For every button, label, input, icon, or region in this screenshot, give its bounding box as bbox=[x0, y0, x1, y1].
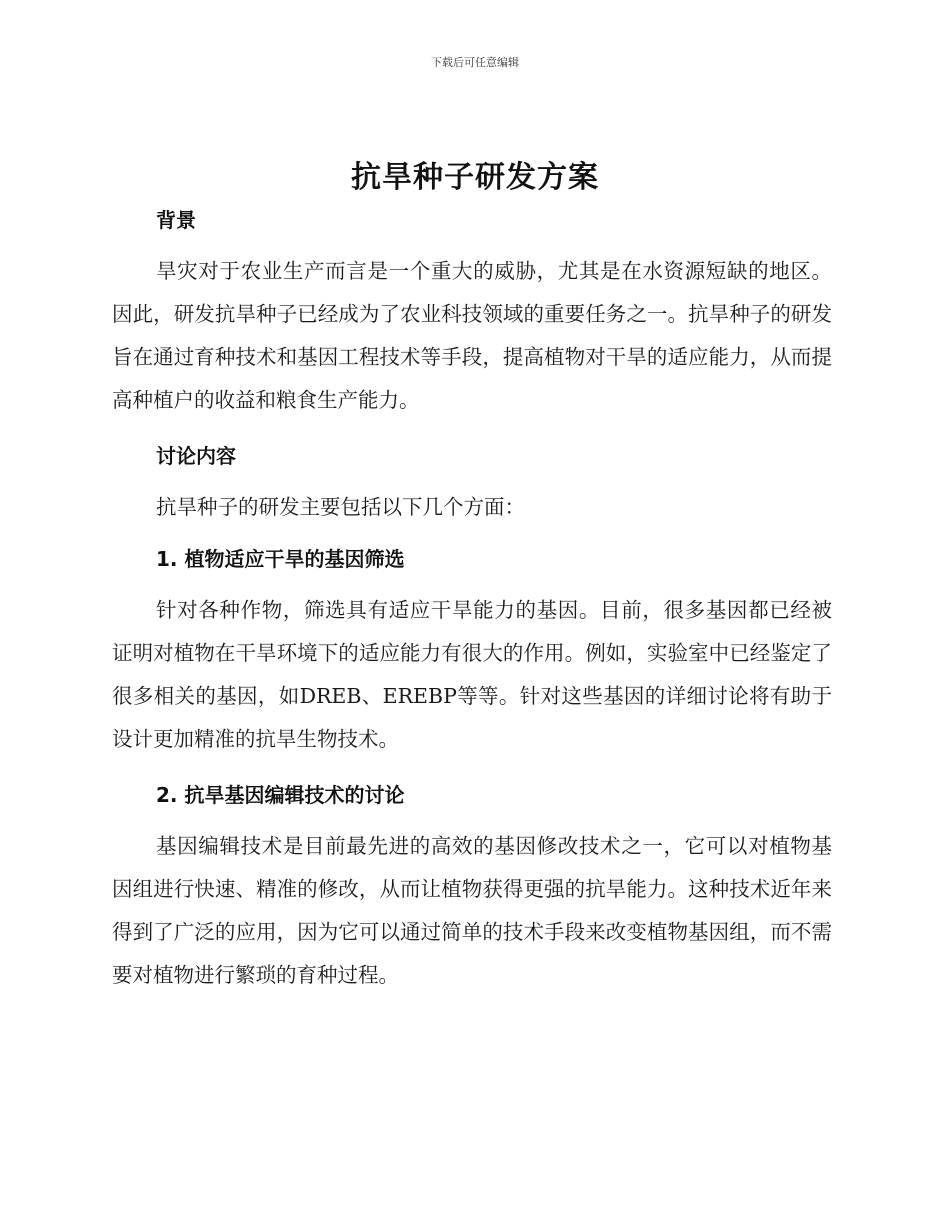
paragraph-background: 旱灾对于农业生产而言是一个重大的威胁，尤其是在水资源短缺的地区。因此，研发抗旱种子已经成为了农业科技领域的重要任务之一。抗旱种子的研发旨在通过育种技术和基因工程技术等手段，提高植物对干旱的适应能力，从而提高种植户的收益和粮食生产能力。 bbox=[112, 259, 832, 412]
heading-background: 背景 bbox=[156, 208, 196, 232]
paragraph-gene-editing: 基因编辑技术是目前最先进的高效的基因修改技术之一，它可以对植物基因组进行快速、精准的修改，从而让植物获得更强的抗旱能力。这种技术近年来得到了广泛的应用，因为它可以通过简单的技术手段来改变植物基因组，而不需要对植物进行繁琐的育种过程。 bbox=[112, 834, 832, 987]
document-body bbox=[112, 200, 832, 997]
paragraph-gene-screening: 针对各种作物，筛选具有适应干旱能力的基因。目前，很多基因都已经被证明对植物在干旱环境下的适应能力有很大的作用。例如，实验室中已经鉴定了很多相关的基因，如DREB、EREBP等等。针对这些基因的详细讨论将有助于设计更加精准的抗旱生物技术。 bbox=[112, 598, 832, 751]
heading-gene-editing: 2. 抗旱基因编辑技术的讨论 bbox=[156, 783, 405, 807]
heading-gene-screening: 1. 植物适应干旱的基因筛选 bbox=[156, 547, 405, 571]
heading-discussion: 讨论内容 bbox=[156, 444, 236, 468]
paragraph-discussion-intro: 抗旱种子的研发主要包括以下几个方面： bbox=[156, 495, 525, 519]
document-title: 抗旱种子研发方案 bbox=[351, 160, 599, 195]
page-header-note: 下载后可任意编辑 bbox=[431, 56, 519, 69]
